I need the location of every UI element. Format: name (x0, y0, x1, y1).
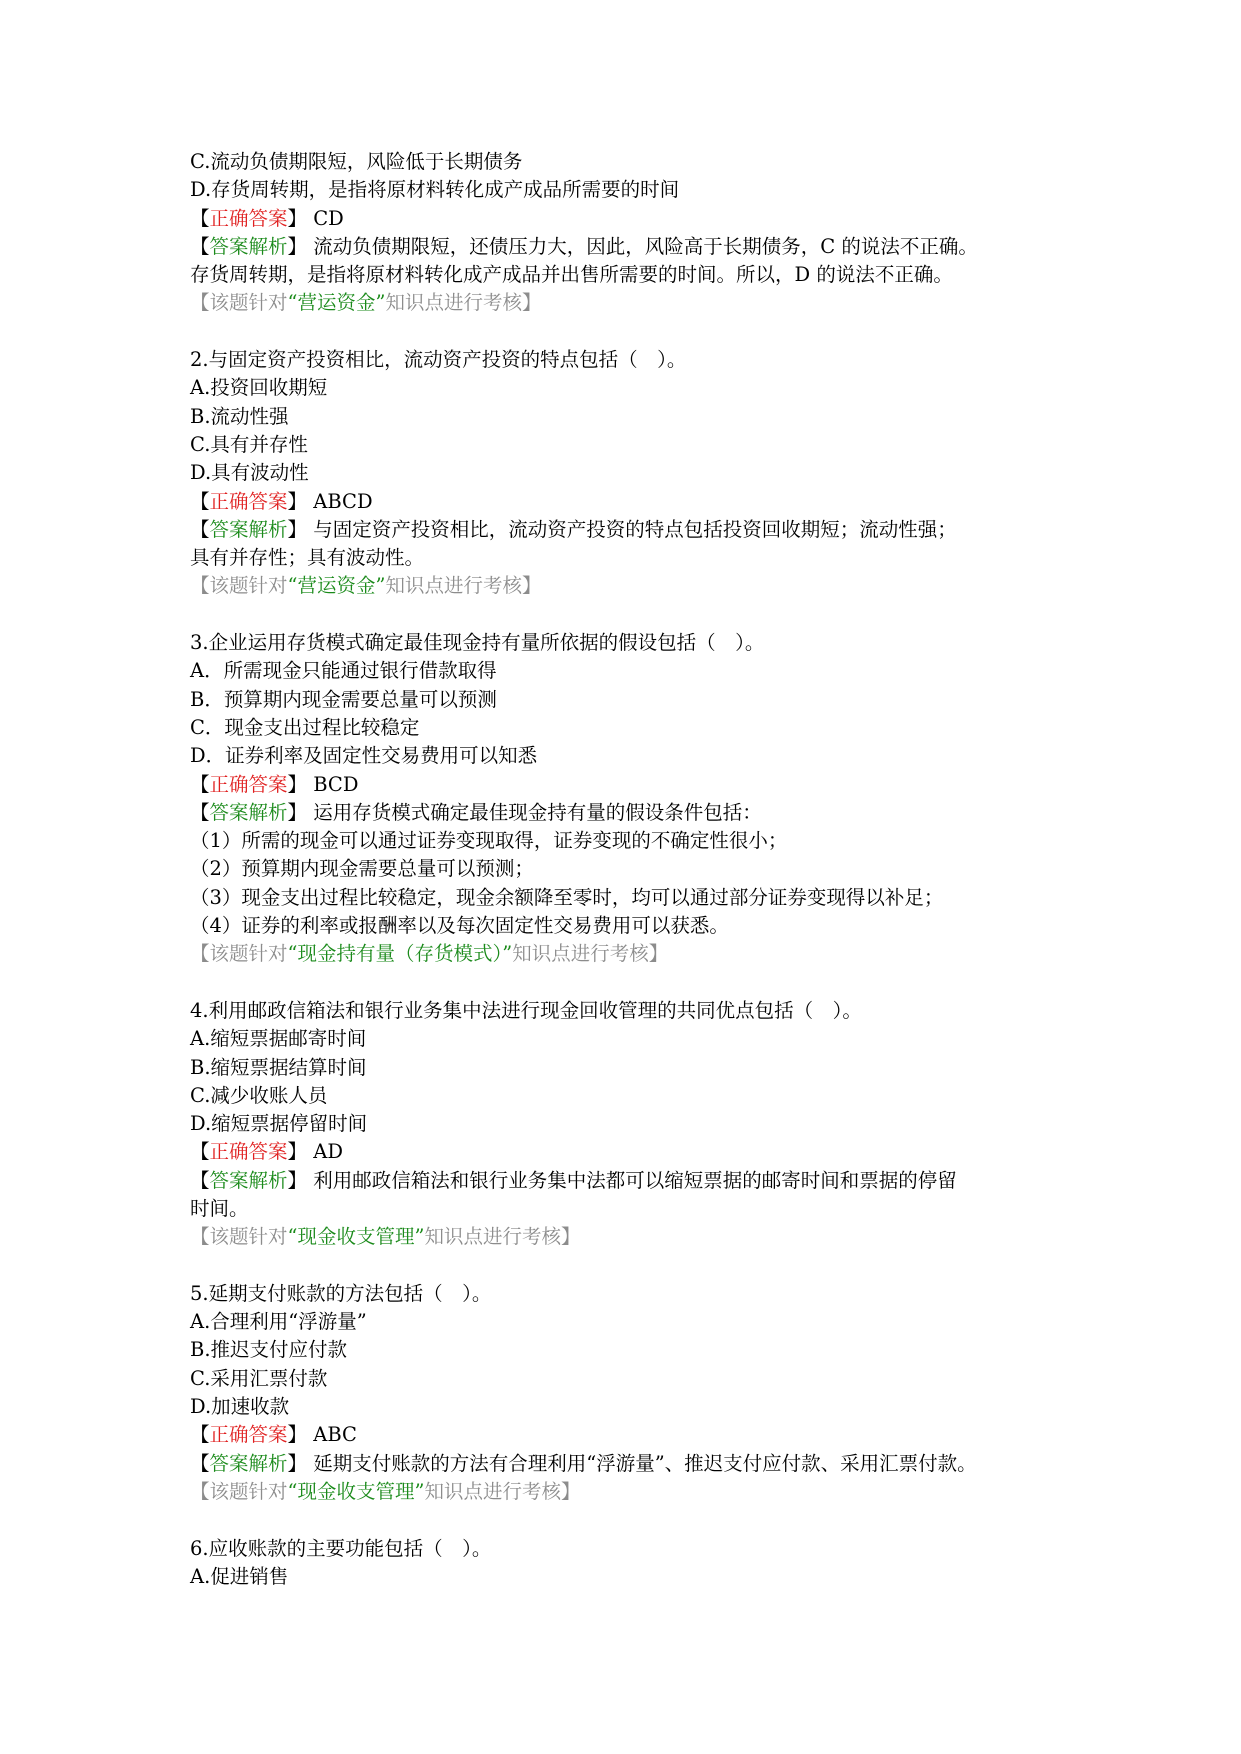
knowledge-point (190, 1223, 1070, 1251)
answer-bracket-close: 】 (287, 489, 308, 513)
option-a: A.缩短票据邮寄时间 (190, 1027, 367, 1051)
option-d: D.具有波动性 (190, 461, 309, 485)
option-b: B.推迟支付应付款 (190, 1338, 348, 1362)
correct-answer (190, 205, 1070, 233)
question-6 (190, 1535, 1070, 1592)
answer-label: 正确答案 (209, 1423, 288, 1447)
analysis (190, 1450, 1070, 1478)
kp-topic: “现金持有量（存货模式）” (287, 942, 513, 966)
knowledge-point (190, 572, 1070, 600)
answer-bracket-close: 】 (287, 1423, 308, 1447)
question-stem: 6.应收账款的主要功能包括（ ）。 (190, 1536, 492, 1560)
knowledge-point (190, 940, 1070, 968)
analysis-continued: 存货周转期，是指将原材料转化成产成品并出售所需要的时间。所以，D 的说法不正确。 (190, 263, 953, 287)
analysis-bracket-open: 【 (190, 1168, 210, 1192)
answer-bracket-open: 【 (190, 1140, 210, 1164)
answer-value: CD (307, 206, 344, 230)
option-a: A.合理利用“浮游量” (190, 1310, 367, 1334)
answer-bracket-close: 】 (287, 772, 308, 796)
question-2 (190, 346, 1070, 601)
analysis-bracket-close: 】 (287, 1451, 308, 1475)
analysis-text: 流动负债期限短，还债压力大，因此，风险高于长期债务，C 的说法不正确。 (307, 234, 978, 258)
answer-label: 正确答案 (209, 206, 288, 230)
analysis-bracket-close: 】 (287, 234, 308, 258)
option-d: D.缩短票据停留时间 (190, 1112, 368, 1136)
option-b: B.流动性强 (190, 404, 289, 428)
option-c: C.减少收账人员 (190, 1083, 328, 1107)
kp-suffix: 知识点进行考核】 (385, 291, 542, 315)
question-3 (190, 629, 1070, 969)
answer-bracket-open: 【 (190, 489, 210, 513)
kp-suffix: 知识点进行考核】 (424, 1225, 581, 1249)
analysis-text: 延期支付账款的方法有合理利用“浮游量”、推迟支付应付款、采用汇票付款。 (307, 1451, 977, 1475)
option-c: C.具有并存性 (190, 432, 308, 456)
analysis-item-4: （4）证券的利率或报酬率以及每次固定性交易费用可以获悉。 (190, 914, 729, 938)
question-list (190, 148, 1070, 1591)
analysis-item-2: （2）预算期内现金需要总量可以预测； (190, 857, 534, 881)
correct-answer (190, 1138, 1070, 1166)
correct-answer (190, 771, 1070, 799)
answer-value: BCD (307, 772, 359, 796)
knowledge-point (190, 1478, 1070, 1506)
analysis-bracket-close: 】 (287, 1168, 308, 1192)
option-c: C．现金支出过程比较稳定 (190, 715, 420, 739)
kp-suffix: 知识点进行考核】 (385, 574, 542, 598)
kp-topic: “现金收支管理” (287, 1479, 425, 1503)
option-a: A.投资回收期短 (190, 376, 328, 400)
option-d: D.加速收款 (190, 1395, 290, 1419)
kp-suffix: 知识点进行考核】 (424, 1479, 581, 1503)
option-a: A．所需现金只能通过银行借款取得 (190, 659, 497, 683)
analysis-label: 答案解析 (209, 1168, 288, 1192)
option-d: D.存货周转期，是指将原材料转化成产成品所需要的时间 (190, 178, 680, 202)
knowledge-point (190, 289, 1070, 317)
analysis-label: 答案解析 (209, 517, 288, 541)
analysis-continued: 具有并存性；具有波动性。 (190, 546, 425, 570)
kp-prefix: 【该题针对 (190, 942, 288, 966)
answer-bracket-open: 【 (190, 772, 210, 796)
option-d: D．证券利率及固定性交易费用可以知悉 (190, 744, 538, 768)
analysis-text: 与固定资产投资相比，流动资产投资的特点包括投资回收期短；流动性强； (307, 517, 957, 541)
analysis (190, 1167, 1070, 1195)
analysis-bracket-open: 【 (190, 234, 210, 258)
analysis (190, 516, 1070, 544)
analysis-label: 答案解析 (209, 234, 288, 258)
option-c: C.采用汇票付款 (190, 1366, 328, 1390)
option-a: A.促进销售 (190, 1564, 289, 1588)
analysis-bracket-close: 】 (287, 517, 308, 541)
analysis-label: 答案解析 (209, 800, 288, 824)
answer-label: 正确答案 (209, 489, 288, 513)
analysis-text: 运用存货模式确定最佳现金持有量的假设条件包括： (307, 800, 762, 824)
question-5 (190, 1280, 1070, 1506)
analysis-bracket-open: 【 (190, 800, 210, 824)
kp-prefix: 【该题针对 (190, 291, 288, 315)
answer-value: ABC (307, 1423, 357, 1447)
analysis-bracket-close: 】 (287, 800, 308, 824)
question-stem: 4.利用邮政信箱法和银行业务集中法进行现金回收管理的共同优点包括（ ）。 (190, 998, 862, 1022)
kp-topic: “营运资金” (287, 574, 386, 598)
kp-topic: “现金收支管理” (287, 1225, 425, 1249)
kp-topic: “营运资金” (287, 291, 386, 315)
analysis-bracket-open: 【 (190, 1451, 210, 1475)
analysis-continued: 时间。 (190, 1196, 249, 1220)
answer-bracket-open: 【 (190, 206, 210, 230)
kp-prefix: 【该题针对 (190, 1225, 288, 1249)
kp-prefix: 【该题针对 (190, 574, 288, 598)
answer-label: 正确答案 (209, 1140, 288, 1164)
answer-label: 正确答案 (209, 772, 288, 796)
answer-bracket-close: 】 (287, 1140, 308, 1164)
question-1 (190, 148, 1070, 318)
option-c: C.流动负债期限短，风险低于长期债务 (190, 150, 523, 173)
answer-bracket-close: 】 (287, 206, 308, 230)
question-stem: 5.延期支付账款的方法包括（ ）。 (190, 1281, 492, 1305)
option-b: B．预算期内现金需要总量可以预测 (190, 687, 497, 711)
analysis-item-3: （3）现金支出过程比较稳定，现金余额降至零时，均可以通过部分证券变现得以补足； (190, 885, 944, 909)
analysis-label: 答案解析 (209, 1451, 288, 1475)
analysis (190, 799, 1070, 827)
analysis-bracket-open: 【 (190, 517, 210, 541)
correct-answer (190, 488, 1070, 516)
answer-value: AD (307, 1140, 343, 1164)
option-b: B.缩短票据结算时间 (190, 1055, 367, 1079)
correct-answer (190, 1421, 1070, 1449)
answer-bracket-open: 【 (190, 1423, 210, 1447)
analysis (190, 233, 1070, 261)
analysis-text: 利用邮政信箱法和银行业务集中法都可以缩短票据的邮寄时间和票据的停留 (307, 1168, 957, 1192)
answer-value: ABCD (307, 489, 373, 513)
question-stem: 2.与固定资产投资相比，流动资产投资的特点包括（ ）。 (190, 348, 687, 372)
kp-prefix: 【该题针对 (190, 1479, 288, 1503)
question-stem: 3.企业运用存货模式确定最佳现金持有量所依据的假设包括（ ）。 (190, 631, 765, 655)
question-4 (190, 997, 1070, 1252)
analysis-item-1: （1）所需的现金可以通过证券变现取得，证券变现的不确定性很小； (190, 829, 788, 853)
kp-suffix: 知识点进行考核】 (512, 942, 669, 966)
